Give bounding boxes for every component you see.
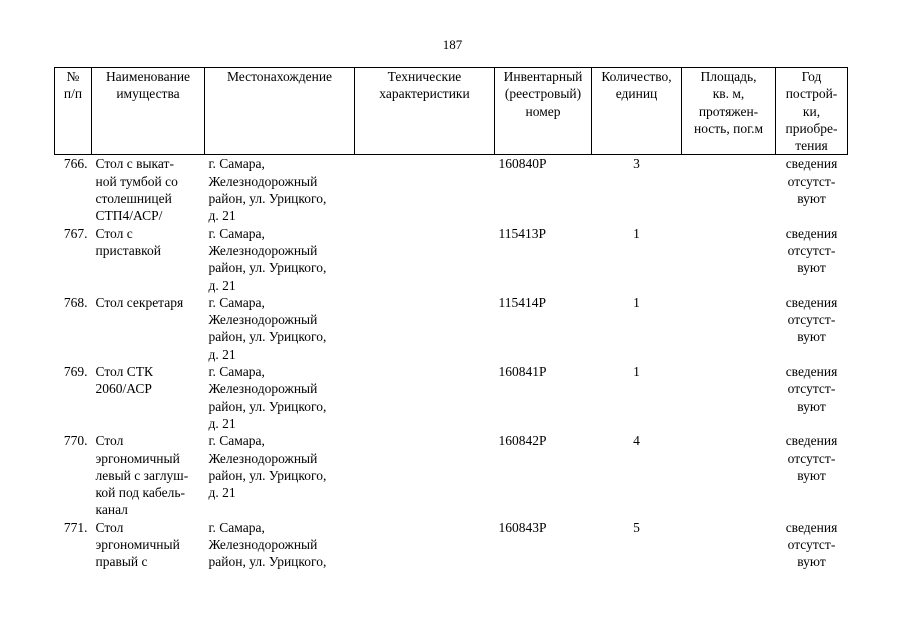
header-tech: Технические характеристики bbox=[355, 68, 495, 155]
row-location: г. Самара, Железнодорожный район, ул. Урицкого, bbox=[208, 519, 327, 570]
row-inventory: 115413Р bbox=[498, 225, 547, 241]
row-quantity: 1 bbox=[633, 294, 640, 310]
header-inventory: Инвентарный (реестровый) номер bbox=[495, 68, 592, 155]
row-name: Стол с выкат- ной тумбой со столешницей СТП4/АСР/ bbox=[95, 156, 178, 224]
header-number: № п/п bbox=[55, 68, 92, 155]
row-location: г. Самара, Железнодорожный район, ул. Урицкого, д. 21 bbox=[208, 364, 327, 431]
row-year: сведения отсутст- вуют bbox=[785, 294, 838, 345]
row-inventory: 160843Р bbox=[498, 519, 547, 535]
page-number: 187 bbox=[442, 37, 463, 52]
row-location: г. Самара, Железнодорожный район, ул. Урицкого, д. 21 bbox=[208, 433, 327, 501]
property-registry-table bbox=[54, 67, 848, 571]
row-area bbox=[682, 363, 776, 432]
row-number: 769. bbox=[63, 364, 88, 380]
row-name: Стол СТК 2060/АСР bbox=[95, 364, 153, 397]
header-quantity: Количество, единиц bbox=[592, 68, 682, 155]
row-tech bbox=[355, 432, 495, 518]
table-row bbox=[55, 225, 848, 294]
row-area bbox=[682, 155, 776, 225]
row-number: 770. bbox=[63, 433, 88, 449]
row-area bbox=[682, 294, 776, 363]
row-quantity: 4 bbox=[633, 433, 640, 449]
row-location: г. Самара, Железнодорожный район, ул. Урицкого, д. 21 bbox=[208, 156, 327, 224]
row-number: 767. bbox=[63, 225, 88, 241]
row-year: сведения отсутст- вуют bbox=[785, 519, 838, 570]
row-quantity: 1 bbox=[633, 225, 640, 241]
row-inventory: 115414Р bbox=[498, 294, 547, 310]
row-area bbox=[682, 225, 776, 294]
row-area bbox=[682, 519, 776, 571]
table-header-row bbox=[55, 68, 848, 155]
row-name: Стол секретаря bbox=[95, 294, 184, 310]
row-number: 766. bbox=[63, 156, 88, 172]
row-number: 768. bbox=[63, 294, 88, 310]
row-inventory: 160841Р bbox=[498, 364, 547, 380]
header-area: Площадь, кв. м, протяжен- ность, пог.м bbox=[682, 68, 776, 155]
table-row bbox=[55, 363, 848, 432]
row-tech bbox=[355, 294, 495, 363]
row-name: Стол с приставкой bbox=[95, 225, 161, 258]
row-location: г. Самара, Железнодорожный район, ул. Урицкого, д. 21 bbox=[208, 294, 327, 362]
header-year: Год построй- ки, приобре- тения bbox=[776, 68, 848, 155]
header-name: Наименование имущества bbox=[92, 68, 205, 155]
row-quantity: 5 bbox=[633, 519, 640, 535]
row-year: сведения отсутст- вуют bbox=[785, 433, 838, 483]
row-tech bbox=[355, 225, 495, 294]
row-inventory: 160840Р bbox=[498, 156, 547, 172]
row-number: 771. bbox=[63, 519, 88, 535]
row-quantity: 3 bbox=[633, 156, 640, 172]
row-tech bbox=[355, 519, 495, 571]
row-year: сведения отсутст- вуют bbox=[785, 225, 838, 276]
table-row bbox=[55, 155, 848, 225]
row-location: г. Самара, Железнодорожный район, ул. Урицкого, д. 21 bbox=[208, 225, 327, 293]
row-quantity: 1 bbox=[633, 364, 640, 380]
row-year: сведения отсутст- вуют bbox=[785, 156, 838, 207]
table-row bbox=[55, 519, 848, 571]
row-area bbox=[682, 432, 776, 518]
row-name: Стол эргономичный правый с bbox=[95, 519, 180, 570]
row-name: Стол эргономичный левый с заглуш- кой под кабель- канал bbox=[95, 433, 189, 518]
row-tech bbox=[355, 363, 495, 432]
row-tech bbox=[355, 155, 495, 225]
header-location: Местонахождение bbox=[205, 68, 355, 155]
table-row bbox=[55, 294, 848, 363]
row-year: сведения отсутст- вуют bbox=[785, 364, 838, 414]
table-row bbox=[55, 432, 848, 518]
row-inventory: 160842Р bbox=[498, 433, 547, 449]
